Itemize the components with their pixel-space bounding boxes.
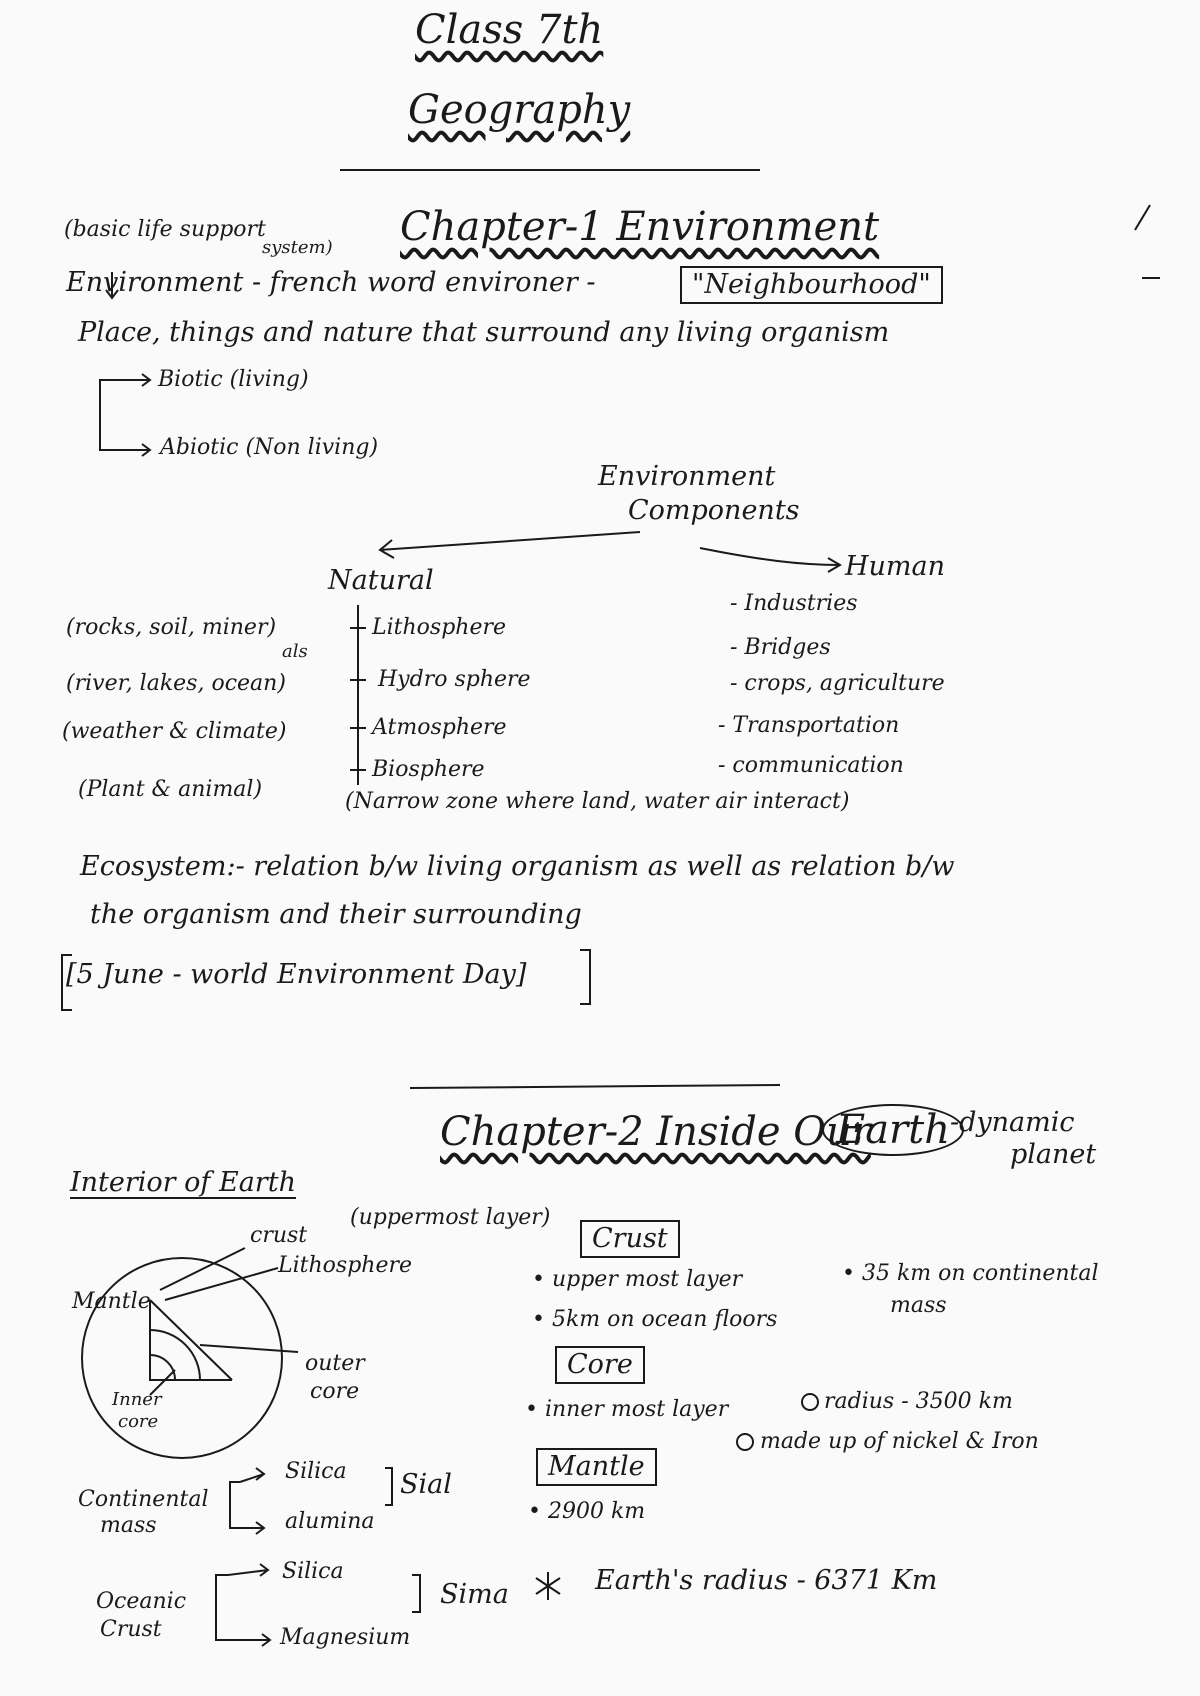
bullet-icon (737, 1434, 753, 1450)
natural-example-4: (Plant & animal) (78, 777, 263, 802)
biotic-label: Biotic (living) (158, 367, 309, 392)
core-point-1: • inner most layer (525, 1397, 729, 1422)
earth-circled: Earth (822, 1104, 964, 1156)
mantle-diagram-label: Mantle (72, 1289, 151, 1314)
crust-point-2b: mass (890, 1293, 947, 1318)
oceanic-label-2: Crust (100, 1617, 162, 1642)
human-item-5: - communication (718, 753, 904, 778)
core-point-2: radius - 3500 km (824, 1389, 1013, 1414)
biosphere-label: Biosphere (372, 757, 485, 782)
human-item-4: - Transportation (718, 713, 900, 738)
minerals-suffix: als (282, 641, 308, 662)
natural-example-3: (weather & climate) (62, 719, 287, 744)
mantle-point-1: • 2900 km (528, 1499, 646, 1524)
interior-title: Interior of Earth (70, 1167, 296, 1198)
subject-title: Geography (408, 87, 631, 133)
crust-point-1: • upper most layer (532, 1267, 743, 1292)
earth-radius: Earth's radius - 6371 Km (595, 1565, 938, 1596)
oceanic-bracket (216, 1575, 228, 1640)
continental-label-1: Continental (78, 1487, 209, 1512)
atmosphere-label: Atmosphere (372, 715, 507, 740)
core-point-3: made up of nickel & Iron (760, 1429, 1039, 1454)
core-heading: Core (555, 1346, 645, 1384)
arrow-human (700, 548, 840, 572)
human-item-1: - Industries (730, 591, 858, 616)
crust-point-2: • 35 km on continental (842, 1261, 1099, 1286)
human-item-3: - crops, agriculture (730, 671, 945, 696)
environment-meaning: Place, things and nature that surround any living organism (78, 317, 890, 348)
components-title-1: Environment (598, 461, 776, 492)
chapter2-title: Chapter-2 Inside Our (440, 1109, 871, 1155)
human-item-2: - Bridges (730, 635, 831, 660)
inner-core-arc (150, 1355, 175, 1380)
lithosphere-label: Lithosphere (372, 615, 506, 640)
natural-example-1: (rocks, soil, miner) (66, 615, 277, 640)
continental-label-2: mass (100, 1513, 157, 1538)
lithosphere-diagram-label: Lithosphere (278, 1253, 412, 1278)
basic-life-note: (basic life support (64, 217, 266, 242)
system-note: system) (262, 237, 333, 258)
natural-example-2: (river, lakes, ocean) (66, 671, 286, 696)
crust-heading: Crust (580, 1220, 680, 1258)
oceanic-label-1: Oceanic (96, 1589, 187, 1614)
crust-point-3: • 5km on ocean floors (532, 1307, 778, 1332)
natural-label: Natural (328, 565, 434, 596)
env-day-bracket-right (580, 950, 590, 1004)
outer-core-label-2: core (310, 1379, 360, 1404)
diagram-crust-label: crust (250, 1223, 308, 1248)
inner-core-label-1: Inner (112, 1389, 162, 1410)
earth-cross-section (82, 1258, 282, 1458)
planet-label: planet (1010, 1139, 1097, 1170)
human-label: Human (845, 551, 946, 582)
sima-label: Sima (440, 1579, 509, 1610)
chapter1-title: Chapter-1 Environment (400, 204, 880, 250)
arrow-natural (380, 532, 640, 558)
environment-definition: Environment - french word environer - (66, 267, 596, 298)
bullet-icon (802, 1394, 818, 1410)
components-title-2: Components (628, 495, 800, 526)
neighbourhood-box: "Neighbourhood" (680, 266, 943, 304)
biosphere-note: (Narrow zone where land, water air interact) (345, 789, 850, 814)
sima-magnesium: Magnesium (280, 1625, 411, 1650)
uppermost-label: (uppermost layer) (350, 1205, 551, 1230)
sima-silica: Silica (282, 1559, 344, 1584)
sial-silica: Silica (285, 1459, 347, 1484)
hydrosphere-label: Hydro sphere (378, 667, 531, 692)
chapter2-rule (410, 1085, 780, 1088)
outer-core-label-1: outer (305, 1351, 365, 1376)
ecosystem-line-1: Ecosystem:- relation b/w living organism as well as relation b/w (80, 851, 955, 882)
sial-label: Sial (400, 1469, 452, 1500)
continental-bracket (230, 1482, 240, 1528)
dynamic-label: -dynamic (950, 1107, 1075, 1138)
sial-alumina: alumina (285, 1509, 375, 1534)
abiotic-label: Abiotic (Non living) (160, 435, 379, 460)
class-title: Class 7th (415, 7, 604, 53)
ecosystem-line-2: the organism and their surrounding (90, 899, 582, 930)
star-icon (536, 1572, 560, 1600)
environment-day: [5 June - world Environment Day] (66, 959, 527, 990)
mantle-heading: Mantle (536, 1448, 657, 1486)
biotic-bracket (100, 380, 118, 450)
inner-core-label-2: core (118, 1411, 159, 1432)
outer-core-arc (150, 1330, 200, 1380)
